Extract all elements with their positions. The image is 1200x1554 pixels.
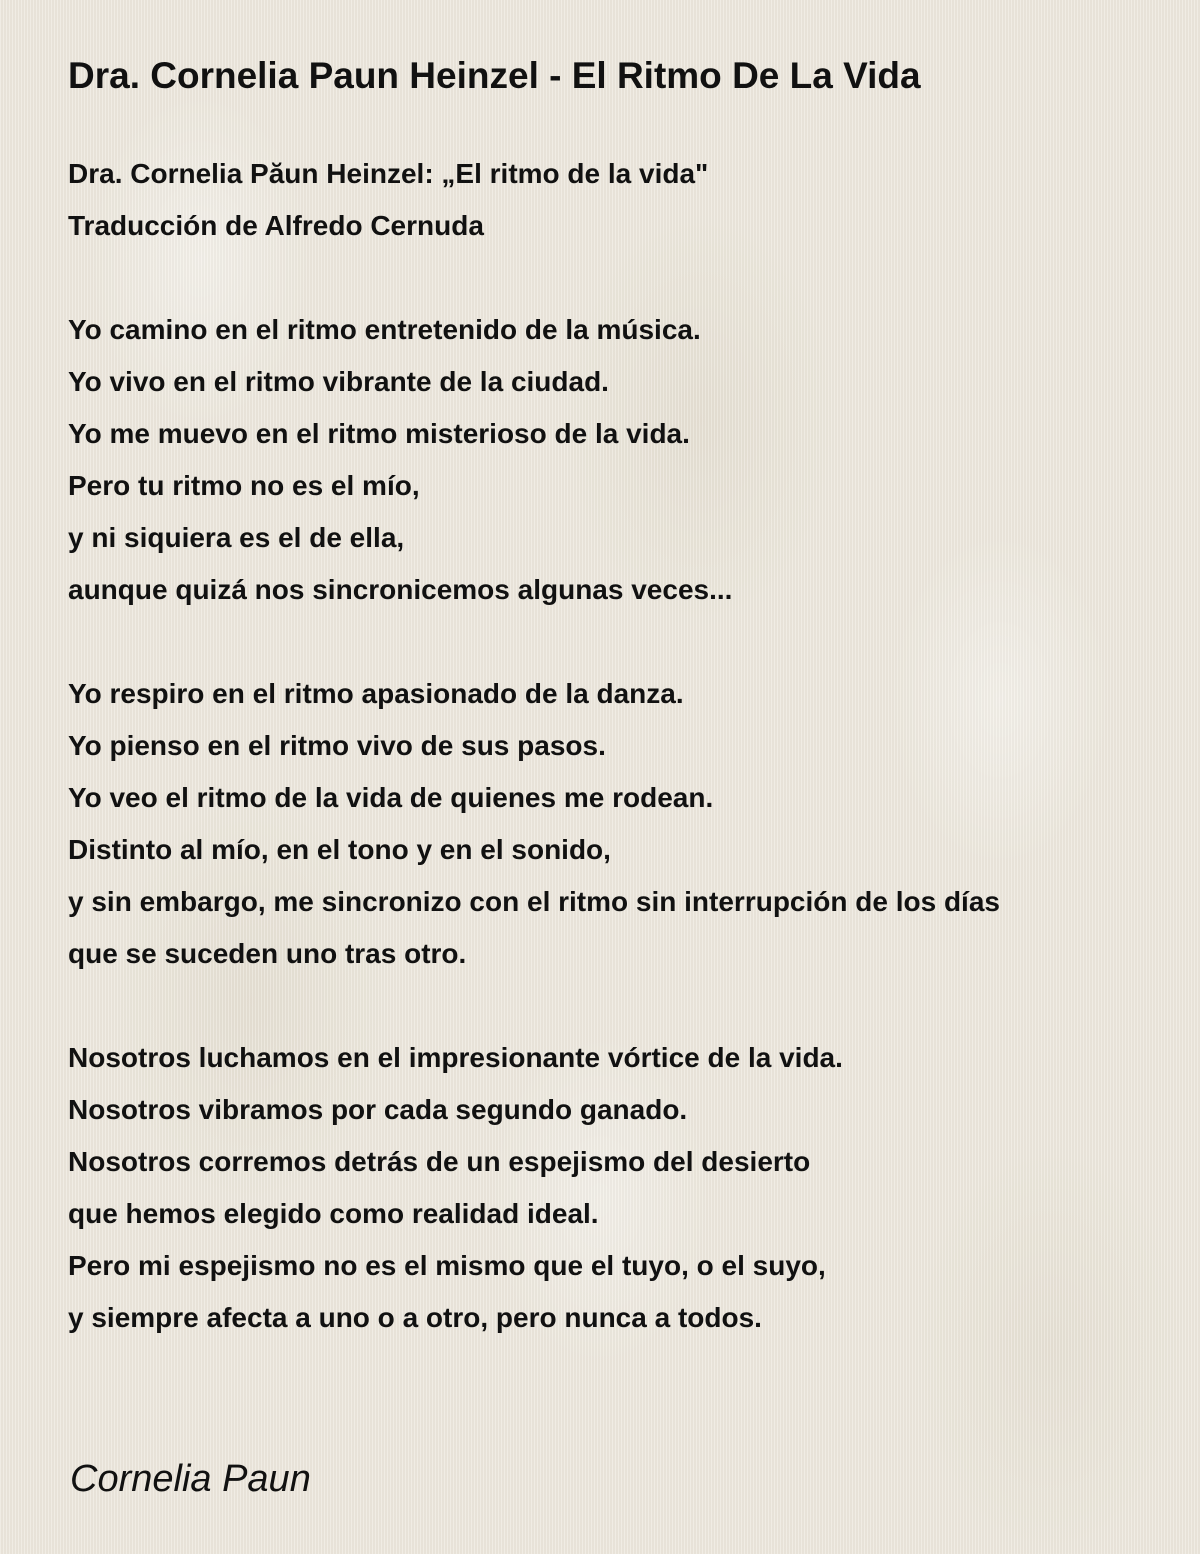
poem-line: Yo camino en el ritmo entretenido de la música. xyxy=(68,314,701,345)
stanza-gap xyxy=(68,616,1178,668)
poem-line: Yo respiro en el ritmo apasionado de la danza. xyxy=(68,678,684,709)
poem-body xyxy=(68,148,1178,1344)
stanza-gap xyxy=(68,980,1178,1032)
poem-line: que se suceden uno tras otro. xyxy=(68,938,467,969)
poem-line: Yo pienso en el ritmo vivo de sus pasos. xyxy=(68,730,606,761)
poem-line: Pero tu ritmo no es el mío, xyxy=(68,470,420,501)
stanza-gap xyxy=(68,252,1178,304)
poem-line: y sin embargo, me sincronizo con el ritmo sin interrupción de los días xyxy=(68,886,1000,917)
translator-line: Traducción de Alfredo Cernuda xyxy=(68,210,484,241)
poem-line: Yo vivo en el ritmo vibrante de la ciudad. xyxy=(68,366,609,397)
author-signature: Cornelia Paun xyxy=(70,1458,311,1500)
poem-line: Yo me muevo en el ritmo misterioso de la vida. xyxy=(68,418,690,449)
poem-container xyxy=(68,56,1178,1344)
poem-line: que hemos elegido como realidad ideal. xyxy=(68,1198,599,1229)
poem-line: Pero mi espejismo no es el mismo que el tuyo, o el suyo, xyxy=(68,1250,826,1281)
poem-title: Dra. Cornelia Paun Heinzel - El Ritmo De La Vida xyxy=(68,55,921,96)
poem-header-line: Dra. Cornelia Păun Heinzel: „El ritmo de la vida" xyxy=(68,158,709,189)
poem-line: Distinto al mío, en el tono y en el sonido, xyxy=(68,834,611,865)
poem-line: y ni siquiera es el de ella, xyxy=(68,522,405,553)
poem-line: Nosotros vibramos por cada segundo ganado. xyxy=(68,1094,688,1125)
poem-line: y siempre afecta a uno o a otro, pero nunca a todos. xyxy=(68,1302,762,1333)
poem-line: Yo veo el ritmo de la vida de quienes me rodean. xyxy=(68,782,714,813)
poem-line: Nosotros corremos detrás de un espejismo del desierto xyxy=(68,1146,811,1177)
poem-line: aunque quizá nos sincronicemos algunas veces... xyxy=(68,574,733,605)
poem-line: Nosotros luchamos en el impresionante vórtice de la vida. xyxy=(68,1042,843,1073)
